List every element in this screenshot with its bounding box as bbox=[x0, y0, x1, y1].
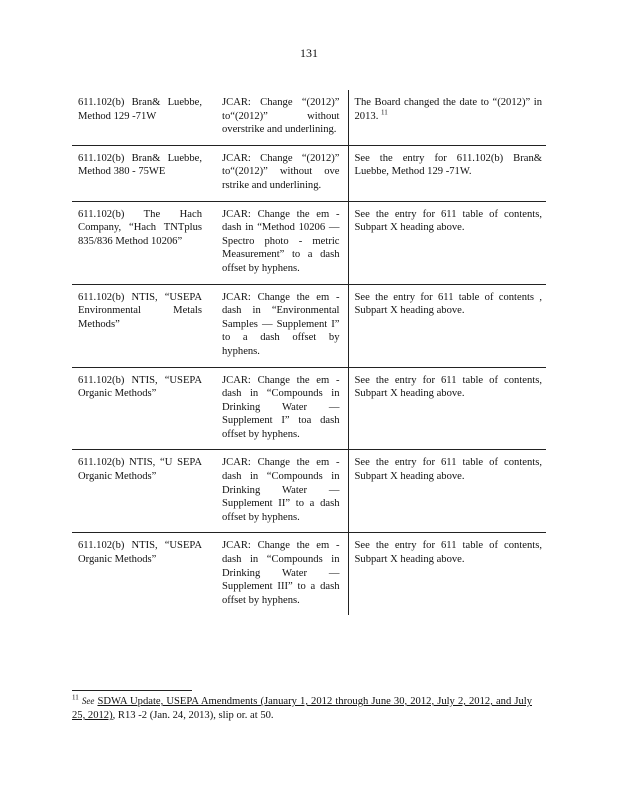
jcar-changes-table bbox=[72, 90, 546, 615]
comment-cell: See the entry for 611 table of contents , Subpart X heading above. bbox=[348, 284, 546, 367]
action-cell: JCAR: Change “(2012)” to“(2012)” without overstrike and underlining. bbox=[216, 90, 348, 145]
footnote-citation-rest: , R13 -2 (Jan. 24, 2013), slip or. at 50. bbox=[112, 710, 274, 721]
section-cell: 611.102(b) NTIS, “U SEPA Organic Methods” bbox=[72, 450, 216, 533]
footnote-reference: 11 bbox=[381, 108, 388, 117]
comment-cell: See the entry for 611 table of contents, Subpart X heading above. bbox=[348, 533, 546, 615]
table-row bbox=[72, 90, 546, 145]
table-row bbox=[72, 284, 546, 367]
action-cell: JCAR: Change the em - dash in “Compounds in Drinking Water — Supplement II” to a dash offset by hyphens. bbox=[216, 450, 348, 533]
comment-cell: See the entry for 611 table of contents, Subpart X heading above. bbox=[348, 450, 546, 533]
section-cell: 611.102(b) NTIS, “USEPA Organic Methods” bbox=[72, 533, 216, 615]
table-row bbox=[72, 533, 546, 615]
comment-cell bbox=[348, 90, 546, 145]
table-row bbox=[72, 450, 546, 533]
section-cell: 611.102(b) The Hach Company, “Hach TNTplus 835/836 Method 10206” bbox=[72, 201, 216, 284]
table-row bbox=[72, 367, 546, 450]
action-cell: JCAR: Change the em - dash in “Method 10206 — Spectro photo - metric Measurement” to a dash offset by hyphens. bbox=[216, 201, 348, 284]
table-row bbox=[72, 145, 546, 201]
section-cell: 611.102(b) NTIS, “USEPA Organic Methods” bbox=[72, 367, 216, 450]
section-cell: 611.102(b) Bran& Luebbe, Method 129 -71W bbox=[78, 97, 202, 122]
action-cell: JCAR: Change the em - dash in “Compounds in Drinking Water — Supplement III” to a dash offset by hyphens. bbox=[216, 533, 348, 615]
footnote-number: 11 bbox=[72, 693, 79, 702]
section-cell: 611.102(b) Bran& Luebbe, Method 380 - 75WE bbox=[72, 145, 216, 201]
section-cell: 611.102(b) NTIS, “USEPA Environmental Metals Methods” bbox=[72, 284, 216, 367]
table-row bbox=[72, 201, 546, 284]
comment-cell: See the entry for 611 table of contents, Subpart X heading above. bbox=[348, 367, 546, 450]
comment-cell: See the entry for 611 table of contents, Subpart X heading above. bbox=[348, 201, 546, 284]
footnote-signal: See bbox=[81, 696, 95, 706]
comment-cell: See the entry for 611.102(b) Bran& Luebbe, Method 129 -71W. bbox=[348, 145, 546, 201]
action-cell: JCAR: Change the em - dash in “Environmental Samples — Supplement I” to a dash offset by hyphens. bbox=[216, 284, 348, 367]
action-cell: JCAR: Change the em - dash in “Compounds in Drinking Water — Supplement I” toa dash offset by hyphens. bbox=[216, 367, 348, 450]
footnote-citation-title: SDWA Update, USEPA Amendments (January 1, 2012 through June 30, 2012, July 2, 2012, and July 25, 2012) bbox=[72, 696, 532, 721]
action-cell: JCAR: Change “(2012)” to“(2012)” without ove rstrike and underlining. bbox=[216, 145, 348, 201]
comment-text: The Board changed the date to “(2012)” in 2013. bbox=[354, 97, 542, 122]
footnote bbox=[72, 694, 532, 723]
footnote-divider bbox=[72, 690, 192, 691]
page-number: 131 bbox=[300, 46, 318, 60]
